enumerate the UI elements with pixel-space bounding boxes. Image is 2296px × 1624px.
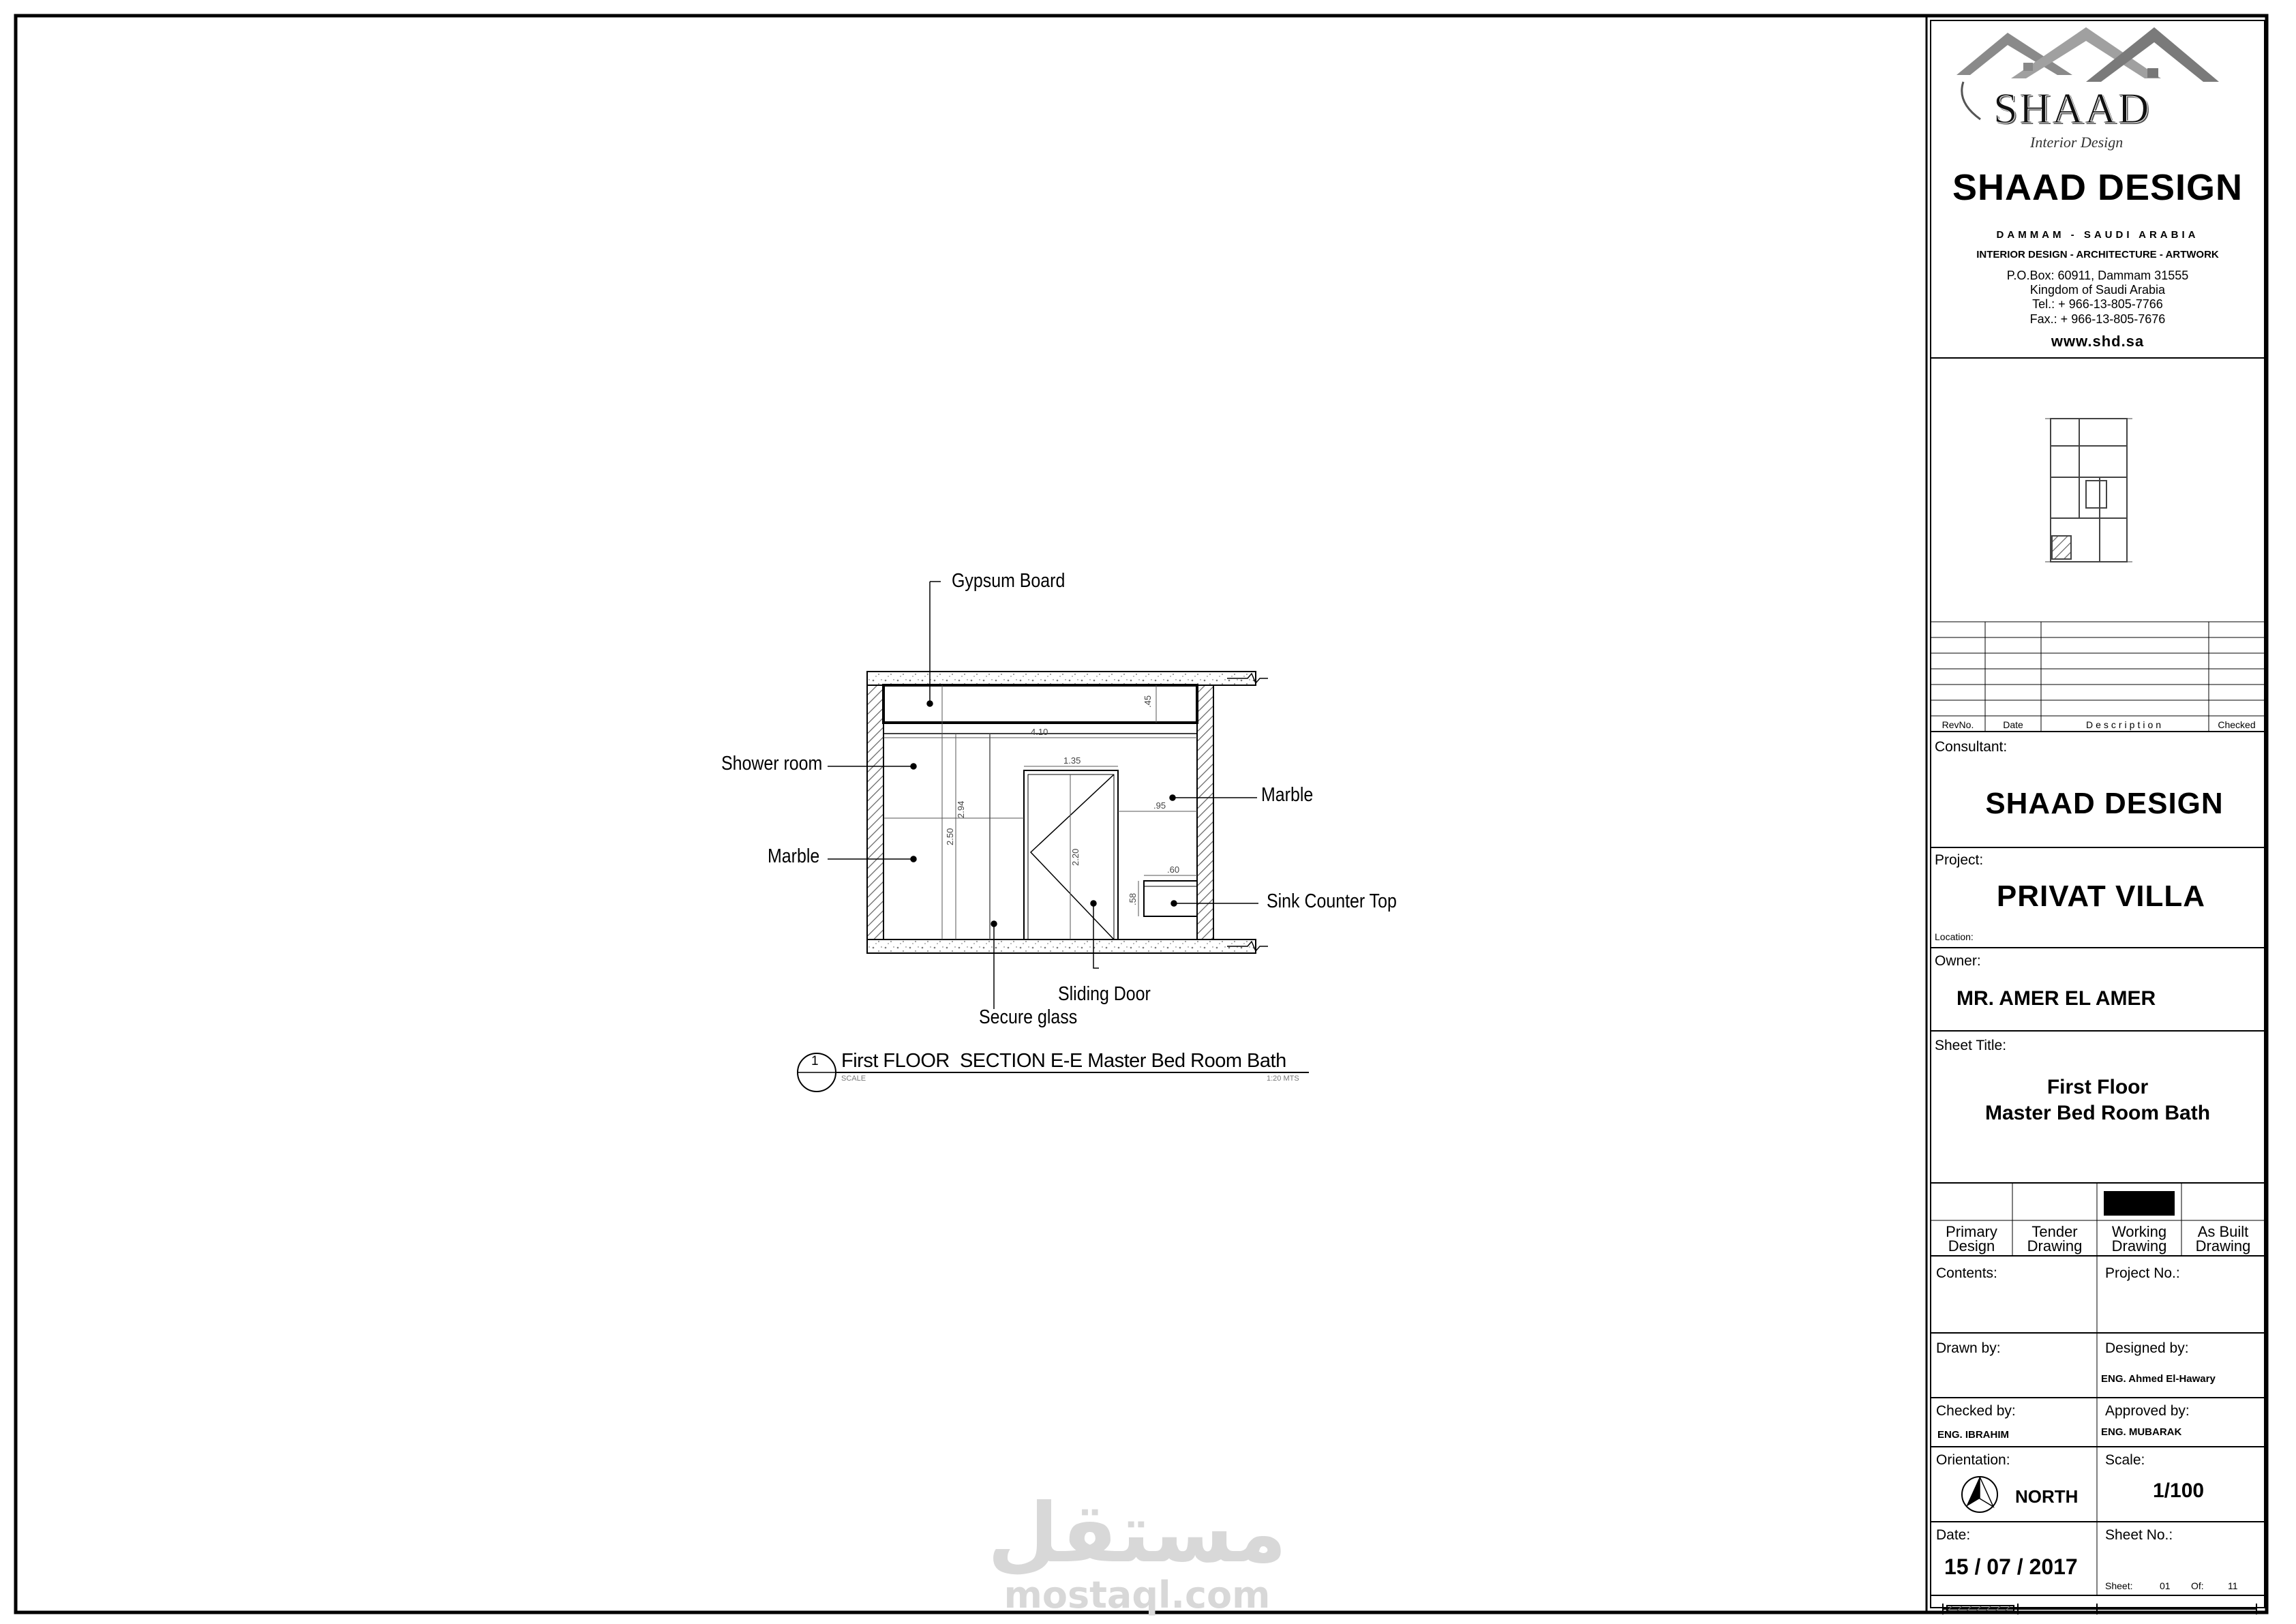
company-kingdom: Kingdom of Saudi Arabia bbox=[2029, 283, 2166, 297]
project-value: PRIVAT VILLA bbox=[1996, 879, 2206, 913]
company-fax: Fax.: + 966-13-805-7676 bbox=[2029, 312, 2166, 326]
rev-header-revno: RevNo. bbox=[1942, 719, 1974, 730]
stage-asbuilt-line1: As Built bbox=[2197, 1223, 2249, 1240]
stage-asbuilt-line2: Drawing bbox=[2195, 1237, 2251, 1254]
company-name: SHAAD DESIGN bbox=[1952, 167, 2244, 208]
location-label: Location: bbox=[1935, 931, 1974, 942]
rev-header-date: Date bbox=[2003, 719, 2023, 730]
label-marble-right: Marble bbox=[1261, 784, 1314, 806]
logo-name: SHAAD bbox=[1993, 84, 2151, 132]
sheet-border bbox=[16, 16, 2267, 1612]
checked-by-value: ENG. IBRAHIM bbox=[1937, 1429, 2009, 1441]
dim-overall-height: 2.94 bbox=[956, 800, 966, 818]
label-secure-glass: Secure glass bbox=[979, 1006, 1078, 1028]
date-value: 15 / 07 / 2017 bbox=[1944, 1554, 2078, 1579]
logo-feather bbox=[1962, 82, 1980, 119]
rev-header-description: Description bbox=[2085, 719, 2164, 730]
consultant-label: Consultant: bbox=[1935, 739, 2008, 755]
stage-primary-design bbox=[1931, 1224, 2012, 1253]
logo-tagline: Interior Design bbox=[2030, 134, 2124, 151]
sheet-no-label: Sheet No.: bbox=[2105, 1527, 2173, 1543]
company-po-box: P.O.Box: 60911, Dammam 31555 bbox=[2006, 269, 2189, 282]
orientation-label: Orientation: bbox=[1936, 1452, 2010, 1468]
date-label: Date: bbox=[1936, 1527, 1971, 1543]
caption-scale-units: 1:20 MTS bbox=[1267, 1074, 1299, 1083]
dim-door-height: 2.20 bbox=[1070, 848, 1081, 866]
company-website[interactable]: www.shd.sa bbox=[2051, 333, 2145, 350]
stage-tender-line2: Drawing bbox=[2027, 1237, 2083, 1254]
section-drawing bbox=[828, 582, 1268, 1009]
label-gypsum-board: Gypsum Board bbox=[952, 570, 1066, 592]
label-shower-room: Shower room bbox=[721, 753, 823, 775]
sheet-no-value: 01 bbox=[2160, 1580, 2171, 1591]
sheet-title-line1: First Floor bbox=[2046, 1076, 2149, 1098]
stage-primary-line2: Design bbox=[1948, 1237, 1995, 1254]
label-sink-counter-top: Sink Counter Top bbox=[1267, 890, 1397, 912]
stage-primary-line1: Primary bbox=[1946, 1223, 1997, 1240]
orientation-value: NORTH bbox=[2015, 1486, 2079, 1507]
company-services: INTERIOR DESIGN - ARCHITECTURE - ARTWORK bbox=[1976, 249, 2219, 260]
watermark bbox=[988, 1486, 1287, 1617]
consultant-value: SHAAD DESIGN bbox=[1985, 787, 2224, 820]
key-plan-thumbnail bbox=[2045, 419, 2132, 562]
scale-value: 1/100 bbox=[2153, 1479, 2205, 1502]
stage-working-line1: Working bbox=[2111, 1223, 2167, 1240]
dim-door-width: 1.35 bbox=[1063, 755, 1081, 766]
project-label: Project: bbox=[1935, 852, 1984, 868]
dim-overall-width: 4.10 bbox=[1031, 727, 1048, 737]
designed-by-label: Designed by: bbox=[2105, 1340, 2189, 1356]
approved-by-label: Approved by: bbox=[2105, 1403, 2190, 1419]
checked-by-label: Checked by: bbox=[1936, 1403, 2016, 1419]
project-no-label: Project No.: bbox=[2105, 1265, 2180, 1281]
scale-label: Scale: bbox=[2105, 1452, 2145, 1468]
dim-counter-width: .60 bbox=[1167, 864, 1180, 875]
stage-tender-drawing bbox=[2012, 1224, 2097, 1253]
north-arrow-icon bbox=[1962, 1477, 1997, 1512]
dim-right-offset: .95 bbox=[1153, 800, 1166, 811]
floor-slab bbox=[867, 939, 1256, 953]
dim-counter-height: .58 bbox=[1128, 892, 1138, 905]
ceiling-slab bbox=[867, 672, 1256, 685]
sheet-total-value: 11 bbox=[2228, 1580, 2238, 1591]
designed-by-value: ENG. Ahmed El-Hawary bbox=[2101, 1373, 2216, 1385]
label-sliding-door: Sliding Door bbox=[1058, 983, 1151, 1005]
sheet-word: Sheet: bbox=[2105, 1580, 2133, 1591]
drawn-by-label: Drawn by: bbox=[1936, 1340, 2001, 1356]
watermark-latin: mostaql.com bbox=[1003, 1574, 1271, 1617]
left-wall bbox=[867, 685, 883, 939]
company-city: DAMMAM - SAUDI ARABIA bbox=[1996, 229, 2199, 241]
caption-title: First FLOOR SECTION E-E Master Bed Room Bath bbox=[841, 1050, 1286, 1072]
dimension-texts bbox=[945, 695, 1179, 905]
dim-ceiling-gap: .45 bbox=[1143, 695, 1153, 708]
dim-room-height: 2.50 bbox=[945, 828, 955, 845]
caption-number: 1 bbox=[811, 1054, 819, 1068]
watermark-arabic: مستقل bbox=[987, 1486, 1287, 1581]
label-marble-left: Marble bbox=[768, 845, 820, 867]
caption-scale-label: SCALE bbox=[841, 1074, 866, 1083]
right-wall bbox=[1197, 685, 1213, 939]
contents-label: Contents: bbox=[1936, 1265, 1997, 1281]
of-word: Of: bbox=[2191, 1580, 2204, 1591]
stage-as-built-drawing bbox=[2181, 1224, 2265, 1253]
owner-label: Owner: bbox=[1935, 953, 1981, 969]
stage-working-drawing bbox=[2097, 1224, 2181, 1253]
approved-by-value: ENG. MUBARAK bbox=[2101, 1426, 2182, 1438]
sheet-title-label: Sheet Title: bbox=[1935, 1038, 2007, 1053]
company-tel: Tel.: + 966-13-805-7766 bbox=[2032, 297, 2163, 311]
owner-value: MR. AMER EL AMER bbox=[1957, 987, 2156, 1010]
rev-header-checked: Checked bbox=[2218, 719, 2256, 730]
working-drawing-marker bbox=[2104, 1191, 2175, 1216]
stage-working-line2: Drawing bbox=[2111, 1237, 2167, 1254]
sheet-title-line2: Master Bed Room Bath bbox=[1984, 1102, 2211, 1124]
stage-tender-line1: Tender bbox=[2031, 1223, 2078, 1240]
